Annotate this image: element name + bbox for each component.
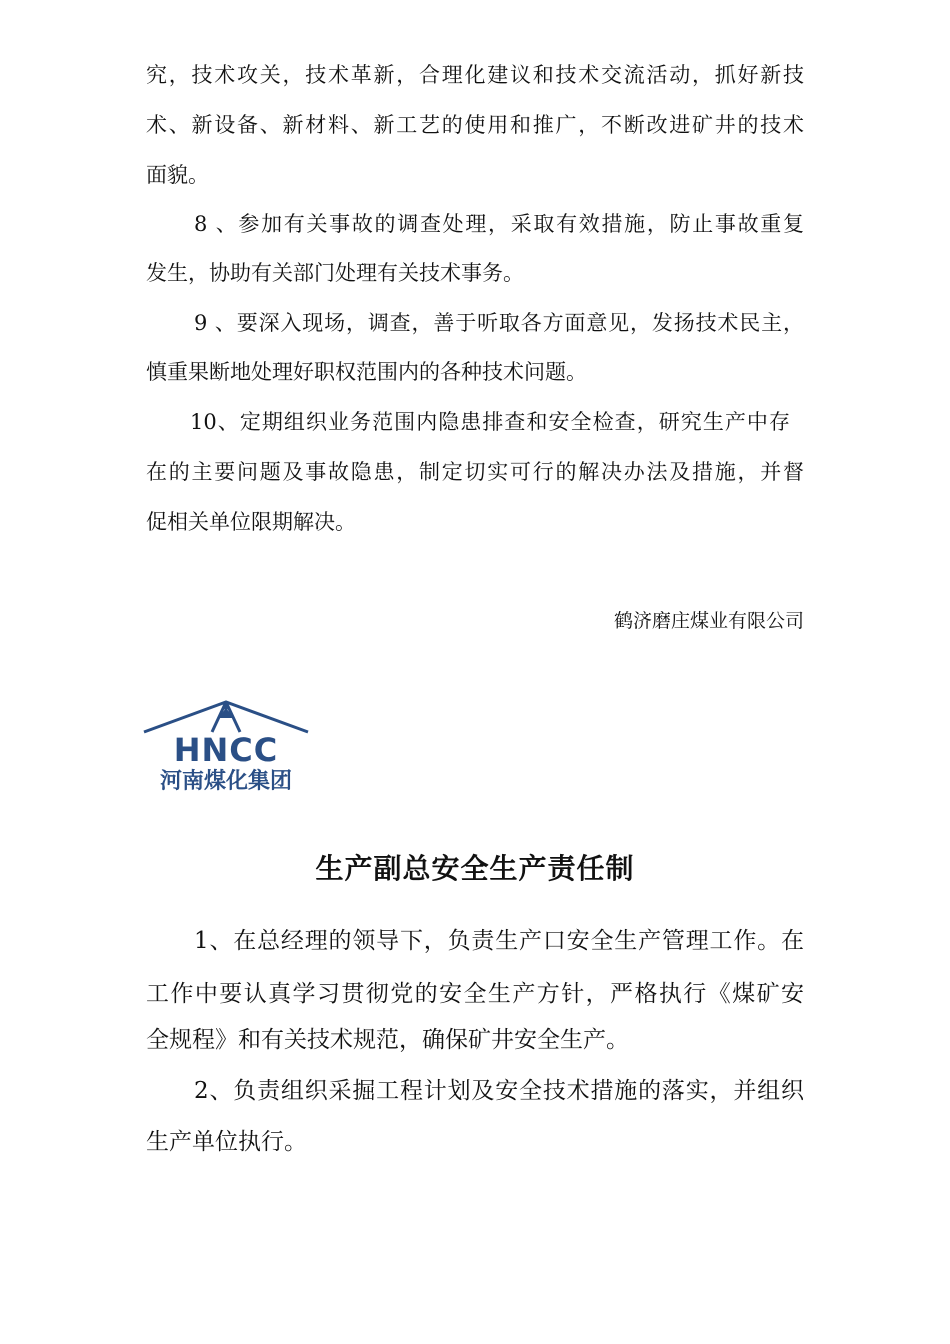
hncc-logo-graphic bbox=[140, 698, 312, 794]
company-signature: 鹤济磨庄煤业有限公司 bbox=[613, 610, 804, 632]
paragraph-line: 究，技术攻关，技术革新，合理化建议和技术交流活动，抓好新技 bbox=[146, 63, 804, 87]
logo-chinese-text: 河南煤化集团 bbox=[159, 769, 293, 794]
paragraph-line: 10、定期组织业务范围内隐患排查和安全检查，研究生产中存 bbox=[190, 410, 790, 434]
paragraph-line: 全规程》和有关技术规范，确保矿井安全生产。 bbox=[146, 1027, 629, 1053]
paragraph-line: 2、负责组织采掘工程计划及安全技术措施的落实，并组织 bbox=[194, 1078, 804, 1104]
paragraph-line: 1、在总经理的领导下，负责生产口安全生产管理工作。在 bbox=[194, 928, 804, 954]
hncc-logo bbox=[140, 698, 312, 794]
logo-latin-text: HNCC bbox=[173, 731, 279, 769]
paragraph-line: 在的主要问题及事故隐患，制定切实可行的解决办法及措施，并督 bbox=[146, 460, 804, 484]
paragraph-line: 慎重果断地处理好职权范围内的各种技术问题。 bbox=[146, 360, 587, 384]
paragraph-line: 术、新设备、新材料、新工艺的使用和推广，不断改进矿井的技术 bbox=[146, 113, 804, 137]
paragraph-line: 生产单位执行。 bbox=[146, 1129, 307, 1155]
paragraph-line: 面貌。 bbox=[146, 163, 209, 187]
paragraph-line: 9 、要深入现场，调查，善于听取各方面意见，发扬技术民主， bbox=[194, 311, 804, 335]
paragraph-line: 8 、参加有关事故的调查处理，采取有效措施，防止事故重复 bbox=[194, 212, 804, 236]
section-title: 生产副总安全生产责任制 bbox=[315, 852, 635, 885]
paragraph-line: 发生，协助有关部门处理有关技术事务。 bbox=[146, 261, 524, 285]
paragraph-line: 促相关单位限期解决。 bbox=[146, 510, 356, 534]
paragraph-line: 工作中要认真学习贯彻党的安全生产方针，严格执行《煤矿安 bbox=[146, 981, 804, 1007]
